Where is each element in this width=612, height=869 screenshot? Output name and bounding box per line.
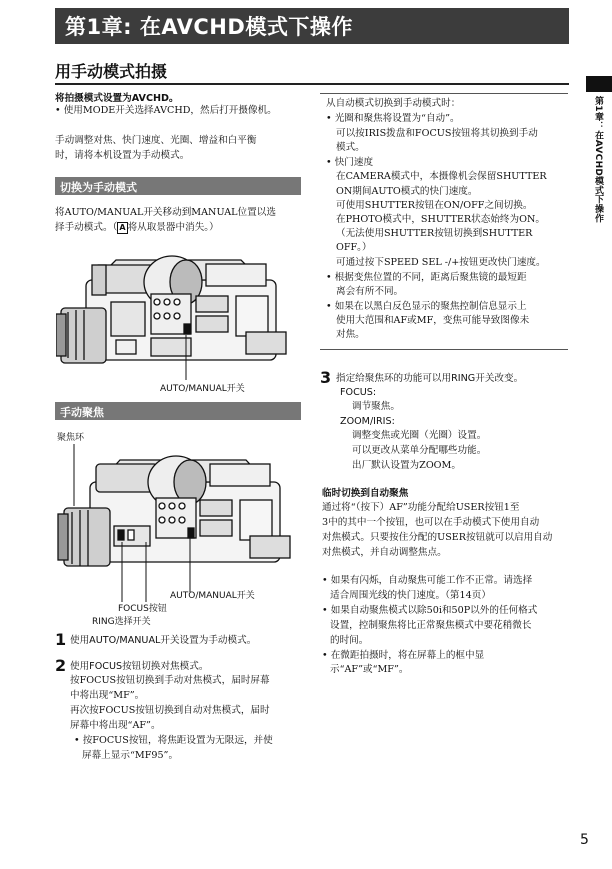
info-line: • 光圈和聚焦将设置为“自动”。	[326, 113, 460, 124]
intro-bullet: • 使用MODE开关选择AVCHD，然后打开摄像机。	[55, 105, 277, 116]
step-1-number: 1	[55, 630, 67, 649]
info-line: 从自动模式切换到手动模式时：	[326, 98, 461, 109]
step-3-zoom-line-2: 可以更改从菜单分配哪些功能。	[352, 445, 487, 456]
callout-focus-button: FOCUS按钮	[118, 604, 167, 614]
temp-af-line: 对焦模式。只要按住分配的USER按钮就可以启用自动	[322, 532, 553, 543]
switch-manual-line-2: 择手动模式。（ A 将从取景器中消失。）	[55, 222, 219, 233]
info-line: （无法使用SHUTTER按钮切换到SHUTTER	[336, 228, 533, 239]
switch-manual-line-1: 将AUTO/MANUAL开关移动到MANUAL位置以选	[55, 207, 276, 218]
callout-auto-manual-switch-2: AUTO/MANUAL开关	[170, 591, 255, 601]
chapter-title: 第1章: 在AVCHD模式下操作	[65, 15, 353, 39]
temp-af-title: 临时切换到自动聚焦	[322, 488, 409, 499]
info-line: • 根据变焦位置的不同，距离后聚焦镜的最短距	[326, 272, 527, 283]
info-line: • 如果在以黑白反色显示的聚焦控制信息显示上	[326, 301, 527, 312]
info-line: 模式。	[336, 142, 365, 153]
note-line: 适合周围光线的快门速度。（第14页）	[330, 590, 491, 601]
intro-para-1: 手动调整对焦、快门速度、光圈、增益和白平衡	[55, 135, 257, 146]
step-3-focus-label: FOCUS:	[340, 387, 377, 398]
intro-para-2: 时，请将本机设置为手动模式。	[55, 150, 190, 161]
subsection-switch-manual	[55, 177, 301, 195]
step-2-line-2: 中将出现“MF”。	[70, 690, 145, 701]
step-2-title: 使用FOCUS按钮切换对焦模式。	[70, 661, 209, 672]
camera-illustration-bottom	[56, 442, 301, 602]
info-line: 可通过按下SPEED SEL -/+按钮更改快门速度。	[336, 257, 546, 268]
temp-af-line: 3中的其中一个按钮，也可以在手动模式下使用自动	[322, 517, 540, 528]
temp-af-line: 对焦模式，并自动调整焦点。	[322, 547, 447, 558]
step-2-number: 2	[55, 656, 67, 675]
note-line: 的时间。	[330, 635, 369, 646]
step-3-focus-desc: 调节聚焦。	[352, 401, 400, 412]
note-line: • 在微距拍摄时，将在屏幕上的框中显	[322, 650, 485, 661]
info-line: 在PHOTO模式中，SHUTTER状态始终为ON。	[336, 214, 545, 225]
info-line: ON期间AUTO模式的快门速度。	[336, 186, 478, 197]
step-2-line-1: 按FOCUS按钮切换到手动对焦模式，届时屏幕	[70, 675, 270, 686]
step-2-bullet-2: 屏幕上显示“MF95”。	[82, 750, 179, 761]
auto-mode-icon: A	[119, 223, 126, 232]
step-3-zoom-line-1: 调整变焦或光圈（光圈）设置。	[352, 430, 487, 441]
info-line: 对焦。	[336, 329, 365, 340]
side-tab-marker	[586, 76, 612, 92]
callout-focus-ring: 聚焦环	[57, 433, 85, 443]
info-line: 可使用SHUTTER按钮在ON/OFF之间切换。	[336, 200, 533, 211]
camera-illustration-top	[56, 240, 301, 380]
subsection-title: 切换为手动模式	[60, 181, 137, 194]
note-line: • 如果有闪烁，自动聚焦可能工作不正常。请选择	[322, 575, 533, 586]
step-2-bullet-1: • 按FOCUS按钮，将焦距设置为无限远，并使	[74, 735, 273, 746]
page-number: 5	[580, 832, 589, 848]
section-title: 用手动模式拍摄	[55, 62, 168, 81]
step-1-text: 使用AUTO/MANUAL开关设置为手动模式。	[70, 635, 257, 646]
info-line: • 快门速度	[326, 157, 374, 168]
subsection-manual-focus	[55, 402, 301, 420]
step-2-line-3: 再次按FOCUS按钮切换到自动对焦模式，届时	[70, 705, 270, 716]
info-line: 可以按IRIS拨盘和FOCUS按钮将其切换到手动	[336, 128, 538, 139]
callout-auto-manual-switch: AUTO/MANUAL开关	[160, 384, 245, 394]
section-divider	[55, 83, 569, 85]
intro-heading: 将拍摄模式设置为AVCHD。	[55, 93, 179, 104]
note-line: 设置，控制聚焦将比正常聚焦模式中要花稍微长	[330, 620, 532, 631]
subsection-title: 手动聚焦	[60, 406, 104, 419]
step-3-zoom-line-3: 出厂默认设置为ZOOM。	[352, 460, 461, 471]
side-tab-label: 第1章：在AVCHD模式下操作	[593, 96, 603, 223]
info-line: 离会有所不同。	[336, 286, 404, 297]
info-line: 使用大范围和AF或MF，变焦可能导致图像未	[336, 315, 530, 326]
note-line: 示“AF”或“MF”。	[330, 664, 409, 675]
step-2-line-4: 屏幕中将出现“AF”。	[70, 720, 161, 731]
step-3-zoom-label: ZOOM/IRIS:	[340, 416, 395, 427]
info-line: OFF。）	[336, 242, 372, 253]
callout-ring-select-switch: RING选择开关	[92, 617, 151, 627]
step-3-number: 3	[320, 368, 332, 387]
temp-af-line: 通过将“（按下）AF”功能分配给USER按钮1至	[322, 502, 520, 513]
step-3-title: 指定给聚焦环的功能可以用RING开关改变。	[336, 373, 524, 384]
note-line: • 如果自动聚焦模式以除50i和50P以外的任何格式	[322, 605, 538, 616]
chapter-header	[55, 8, 569, 44]
info-line: 在CAMERA模式中，本摄像机会保留SHUTTER	[336, 171, 547, 182]
